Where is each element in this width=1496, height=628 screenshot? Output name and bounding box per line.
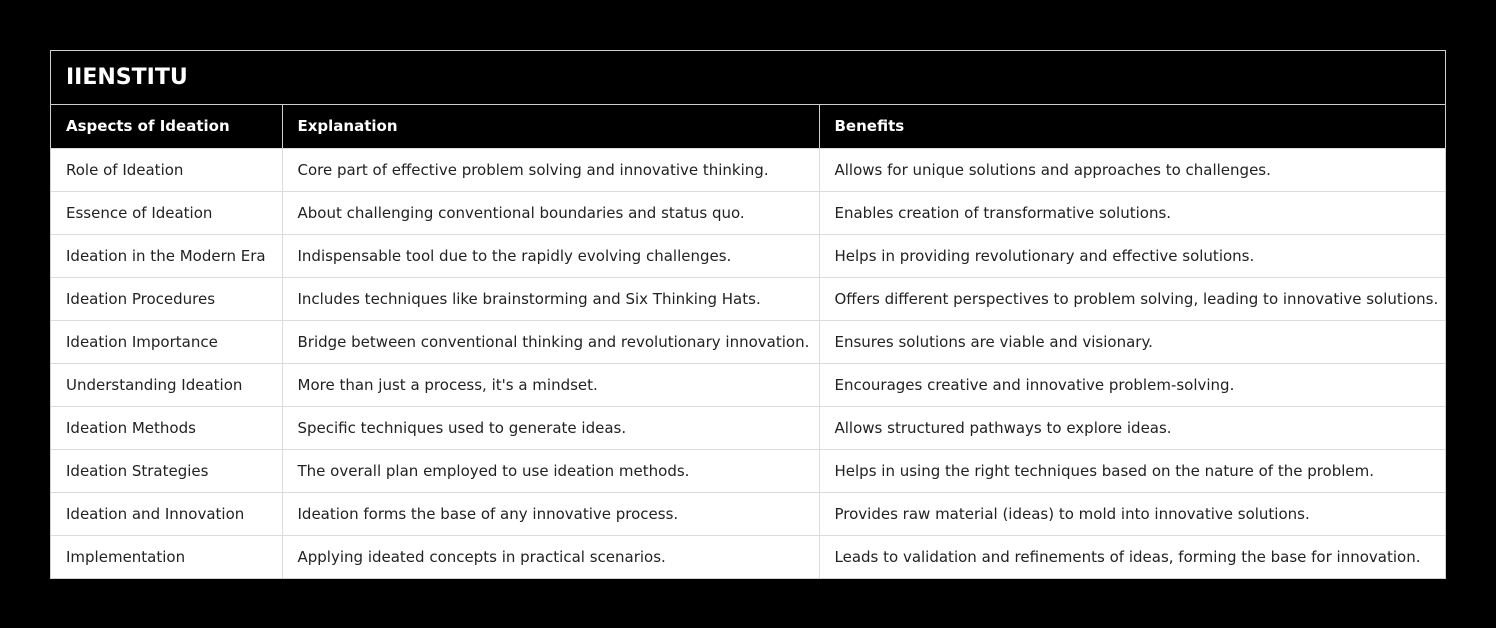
cell-explanation: Ideation forms the base of any innovative process. bbox=[282, 492, 819, 535]
table-row bbox=[51, 234, 1445, 277]
cell-explanation: About challenging conventional boundaries and status quo. bbox=[282, 191, 819, 234]
table-title: IIENSTITU bbox=[51, 51, 1445, 105]
cell-aspect: Understanding Ideation bbox=[51, 363, 282, 406]
cell-explanation: Specific techniques used to generate ideas. bbox=[282, 406, 819, 449]
cell-explanation: Bridge between conventional thinking and revolutionary innovation. bbox=[282, 320, 819, 363]
cell-benefit: Provides raw material (ideas) to mold into innovative solutions. bbox=[819, 492, 1445, 535]
cell-benefit: Allows structured pathways to explore ideas. bbox=[819, 406, 1445, 449]
data-table bbox=[51, 105, 1445, 578]
table-row bbox=[51, 148, 1445, 191]
cell-explanation: More than just a process, it's a mindset. bbox=[282, 363, 819, 406]
header-explanation: Explanation bbox=[282, 105, 819, 148]
cell-benefit: Ensures solutions are viable and visionary. bbox=[819, 320, 1445, 363]
table-row bbox=[51, 492, 1445, 535]
cell-explanation: Applying ideated concepts in practical scenarios. bbox=[282, 535, 819, 578]
cell-aspect: Ideation Procedures bbox=[51, 277, 282, 320]
table-row bbox=[51, 535, 1445, 578]
cell-explanation: The overall plan employed to use ideation methods. bbox=[282, 449, 819, 492]
cell-benefit: Helps in using the right techniques based on the nature of the problem. bbox=[819, 449, 1445, 492]
cell-benefit: Offers different perspectives to problem solving, leading to innovative solutions. bbox=[819, 277, 1445, 320]
header-aspects: Aspects of Ideation bbox=[51, 105, 282, 148]
cell-benefit: Allows for unique solutions and approaches to challenges. bbox=[819, 148, 1445, 191]
table-row bbox=[51, 320, 1445, 363]
header-row bbox=[51, 105, 1445, 148]
cell-explanation: Includes techniques like brainstorming and Six Thinking Hats. bbox=[282, 277, 819, 320]
cell-aspect: Implementation bbox=[51, 535, 282, 578]
table-row bbox=[51, 449, 1445, 492]
cell-aspect: Ideation Importance bbox=[51, 320, 282, 363]
table-row bbox=[51, 277, 1445, 320]
cell-aspect: Ideation Methods bbox=[51, 406, 282, 449]
cell-benefit: Helps in providing revolutionary and effective solutions. bbox=[819, 234, 1445, 277]
table-row bbox=[51, 406, 1445, 449]
cell-aspect: Ideation Strategies bbox=[51, 449, 282, 492]
ideation-table bbox=[50, 50, 1446, 579]
cell-aspect: Role of Ideation bbox=[51, 148, 282, 191]
table-row bbox=[51, 363, 1445, 406]
cell-aspect: Essence of Ideation bbox=[51, 191, 282, 234]
cell-benefit: Enables creation of transformative solutions. bbox=[819, 191, 1445, 234]
cell-aspect: Ideation in the Modern Era bbox=[51, 234, 282, 277]
header-benefits: Benefits bbox=[819, 105, 1445, 148]
cell-benefit: Encourages creative and innovative problem-solving. bbox=[819, 363, 1445, 406]
cell-explanation: Indispensable tool due to the rapidly evolving challenges. bbox=[282, 234, 819, 277]
cell-benefit: Leads to validation and refinements of ideas, forming the base for innovation. bbox=[819, 535, 1445, 578]
table-row bbox=[51, 191, 1445, 234]
cell-aspect: Ideation and Innovation bbox=[51, 492, 282, 535]
cell-explanation: Core part of effective problem solving and innovative thinking. bbox=[282, 148, 819, 191]
